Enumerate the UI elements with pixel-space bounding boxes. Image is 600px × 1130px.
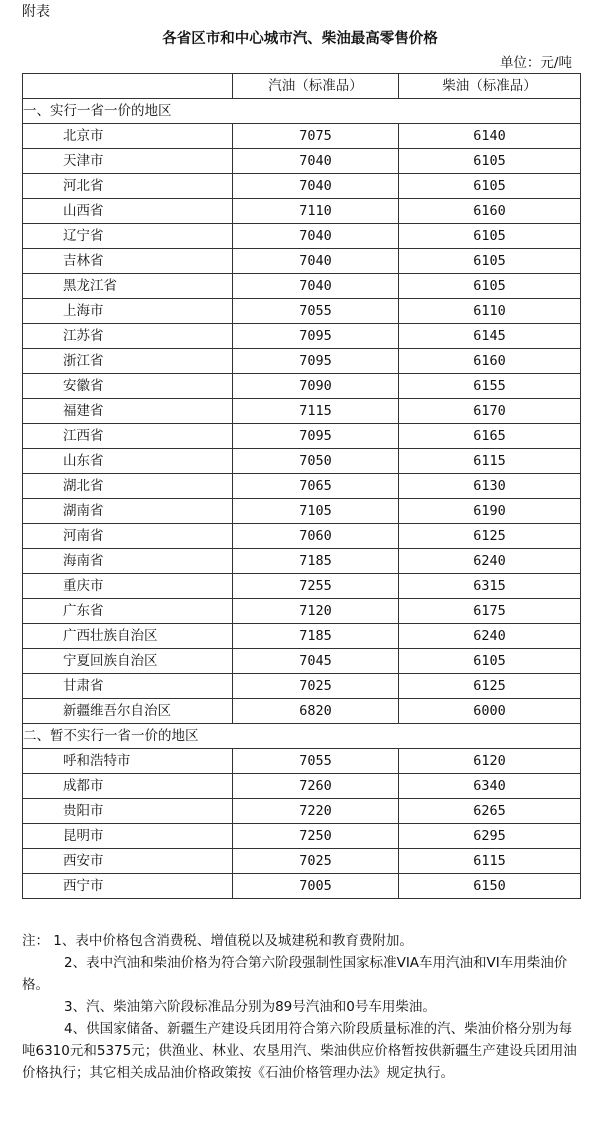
- diesel-price-cell: 6115: [399, 449, 581, 474]
- diesel-price-cell: 6175: [399, 599, 581, 624]
- table-row: [23, 324, 581, 349]
- price-table: [22, 73, 581, 899]
- diesel-price-cell: 6105: [399, 274, 581, 299]
- diesel-price-cell: 6105: [399, 649, 581, 674]
- region-name-cell: 湖北省: [23, 474, 233, 499]
- diesel-price-cell: 6265: [399, 799, 581, 824]
- gasoline-price-cell: 7040: [233, 224, 399, 249]
- gasoline-price-cell: 7040: [233, 149, 399, 174]
- table-row: [23, 174, 581, 199]
- gasoline-price-cell: 6820: [233, 699, 399, 724]
- region-name-cell: 湖南省: [23, 499, 233, 524]
- notes-section: [22, 930, 578, 1084]
- region-name-cell: 广西壮族自治区: [23, 624, 233, 649]
- gasoline-price-cell: 7005: [233, 874, 399, 899]
- gasoline-price-cell: 7055: [233, 299, 399, 324]
- table-row: [23, 649, 581, 674]
- diesel-price-cell: 6125: [399, 524, 581, 549]
- gasoline-price-cell: 7065: [233, 474, 399, 499]
- gasoline-price-cell: 7110: [233, 199, 399, 224]
- gasoline-price-cell: 7040: [233, 174, 399, 199]
- table-row: [23, 549, 581, 574]
- diesel-price-cell: 6240: [399, 549, 581, 574]
- table-row: [23, 149, 581, 174]
- note-3: 3、汽、柴油第六阶段标准品分别为89号汽油和0号车用柴油。: [64, 999, 436, 1015]
- gasoline-price-cell: 7050: [233, 449, 399, 474]
- diesel-price-cell: 6315: [399, 574, 581, 599]
- diesel-price-cell: 6150: [399, 874, 581, 899]
- note-2: 2、表中汽油和柴油价格为符合第六阶段强制性国家标准VIA车用汽油和VI车用柴油价格。: [22, 955, 568, 993]
- section2-header-row: [23, 724, 581, 749]
- diesel-price-cell: 6160: [399, 199, 581, 224]
- region-name-cell: 呼和浩特市: [23, 749, 233, 774]
- region-name-cell: 西安市: [23, 849, 233, 874]
- gasoline-price-cell: 7255: [233, 574, 399, 599]
- diesel-price-cell: 6190: [399, 499, 581, 524]
- table-row: [23, 624, 581, 649]
- region-name-cell: 浙江省: [23, 349, 233, 374]
- table-row: [23, 524, 581, 549]
- gasoline-price-cell: 7120: [233, 599, 399, 624]
- gasoline-price-cell: 7045: [233, 649, 399, 674]
- region-name-cell: 成都市: [23, 774, 233, 799]
- table-row: [23, 424, 581, 449]
- page-title: 各省区市和中心城市汽、柴油最高零售价格: [162, 31, 438, 47]
- region-name-cell: 黑龙江省: [23, 274, 233, 299]
- diesel-price-cell: 6110: [399, 299, 581, 324]
- region-name-cell: 昆明市: [23, 824, 233, 849]
- diesel-price-cell: 6295: [399, 824, 581, 849]
- gasoline-price-cell: 7185: [233, 549, 399, 574]
- table-row: [23, 449, 581, 474]
- table-row: [23, 574, 581, 599]
- diesel-price-cell: 6155: [399, 374, 581, 399]
- region-name-cell: 江苏省: [23, 324, 233, 349]
- diesel-price-cell: 6130: [399, 474, 581, 499]
- region-name-cell: 上海市: [23, 299, 233, 324]
- region-name-cell: 海南省: [23, 549, 233, 574]
- unit-label: 单位：元/吨: [499, 55, 572, 71]
- gasoline-price-cell: 7250: [233, 824, 399, 849]
- table-row: [23, 674, 581, 699]
- region-name-cell: 天津市: [23, 149, 233, 174]
- section-label: 二、暂不实行一省一价的地区: [23, 724, 581, 749]
- diesel-price-cell: 6115: [399, 849, 581, 874]
- table-row: [23, 374, 581, 399]
- table-row: [23, 124, 581, 149]
- diesel-price-cell: 6145: [399, 324, 581, 349]
- table-row: [23, 599, 581, 624]
- region-name-cell: 重庆市: [23, 574, 233, 599]
- diesel-price-cell: 6125: [399, 674, 581, 699]
- table-row: [23, 774, 581, 799]
- table-row: [23, 799, 581, 824]
- table-row: [23, 399, 581, 424]
- gasoline-price-cell: 7075: [233, 124, 399, 149]
- diesel-price-cell: 6000: [399, 699, 581, 724]
- section-label: 一、实行一省一价的地区: [23, 99, 581, 124]
- gasoline-price-cell: 7115: [233, 399, 399, 424]
- gasoline-price-cell: 7220: [233, 799, 399, 824]
- gasoline-price-cell: 7260: [233, 774, 399, 799]
- region-name-cell: 山东省: [23, 449, 233, 474]
- gasoline-price-cell: 7095: [233, 424, 399, 449]
- region-name-cell: 甘肃省: [23, 674, 233, 699]
- table-row: [23, 824, 581, 849]
- diesel-price-cell: 6340: [399, 774, 581, 799]
- diesel-price-cell: 6160: [399, 349, 581, 374]
- gasoline-price-cell: 7055: [233, 749, 399, 774]
- region-name-cell: 山西省: [23, 199, 233, 224]
- region-name-cell: 宁夏回族自治区: [23, 649, 233, 674]
- note-1: 注： 1、表中价格包含消费税、增值税以及城建税和教育费附加。: [22, 933, 413, 949]
- gasoline-price-cell: 7105: [233, 499, 399, 524]
- table-row: [23, 474, 581, 499]
- region-name-cell: 西宁市: [23, 874, 233, 899]
- region-name-cell: 北京市: [23, 124, 233, 149]
- region-name-cell: 福建省: [23, 399, 233, 424]
- table-row: [23, 299, 581, 324]
- header-region: [23, 74, 233, 99]
- note-4: 4、供国家储备、新疆生产建设兵团用符合第六阶段质量标准的汽、柴油价格分别为每吨6310元和5375元；供渔业、林业、农垦用汽、柴油供应价格暂按供新疆生产建设兵团用油价格执行；其它相关成品油价格政策按《石油价格管理办法》规定执行。: [22, 1021, 577, 1081]
- diesel-price-cell: 6105: [399, 174, 581, 199]
- region-name-cell: 贵阳市: [23, 799, 233, 824]
- diesel-price-cell: 6140: [399, 124, 581, 149]
- table-row: [23, 349, 581, 374]
- section1-header-row: [23, 99, 581, 124]
- diesel-price-cell: 6105: [399, 224, 581, 249]
- gasoline-price-cell: 7095: [233, 324, 399, 349]
- gasoline-price-cell: 7025: [233, 674, 399, 699]
- region-name-cell: 河南省: [23, 524, 233, 549]
- diesel-price-cell: 6240: [399, 624, 581, 649]
- diesel-price-cell: 6105: [399, 249, 581, 274]
- gasoline-price-cell: 7040: [233, 249, 399, 274]
- region-name-cell: 新疆维吾尔自治区: [23, 699, 233, 724]
- gasoline-price-cell: 7095: [233, 349, 399, 374]
- table-row: [23, 874, 581, 899]
- table-row: [23, 849, 581, 874]
- table-row: [23, 699, 581, 724]
- diesel-price-cell: 6105: [399, 149, 581, 174]
- region-name-cell: 广东省: [23, 599, 233, 624]
- gasoline-price-cell: 7185: [233, 624, 399, 649]
- table-row: [23, 199, 581, 224]
- region-name-cell: 河北省: [23, 174, 233, 199]
- header-diesel: 柴油（标准品）: [399, 74, 581, 99]
- region-name-cell: 辽宁省: [23, 224, 233, 249]
- diesel-price-cell: 6120: [399, 749, 581, 774]
- table-row: [23, 249, 581, 274]
- table-body: [23, 99, 581, 899]
- diesel-price-cell: 6170: [399, 399, 581, 424]
- gasoline-price-cell: 7090: [233, 374, 399, 399]
- header-gasoline: 汽油（标准品）: [233, 74, 399, 99]
- appendix-label: 附表: [22, 4, 50, 20]
- region-name-cell: 江西省: [23, 424, 233, 449]
- table-row: [23, 224, 581, 249]
- gasoline-price-cell: 7040: [233, 274, 399, 299]
- table-row: [23, 749, 581, 774]
- region-name-cell: 安徽省: [23, 374, 233, 399]
- diesel-price-cell: 6165: [399, 424, 581, 449]
- table-header-row: [23, 74, 581, 99]
- table-row: [23, 499, 581, 524]
- gasoline-price-cell: 7025: [233, 849, 399, 874]
- region-name-cell: 吉林省: [23, 249, 233, 274]
- gasoline-price-cell: 7060: [233, 524, 399, 549]
- table-row: [23, 274, 581, 299]
